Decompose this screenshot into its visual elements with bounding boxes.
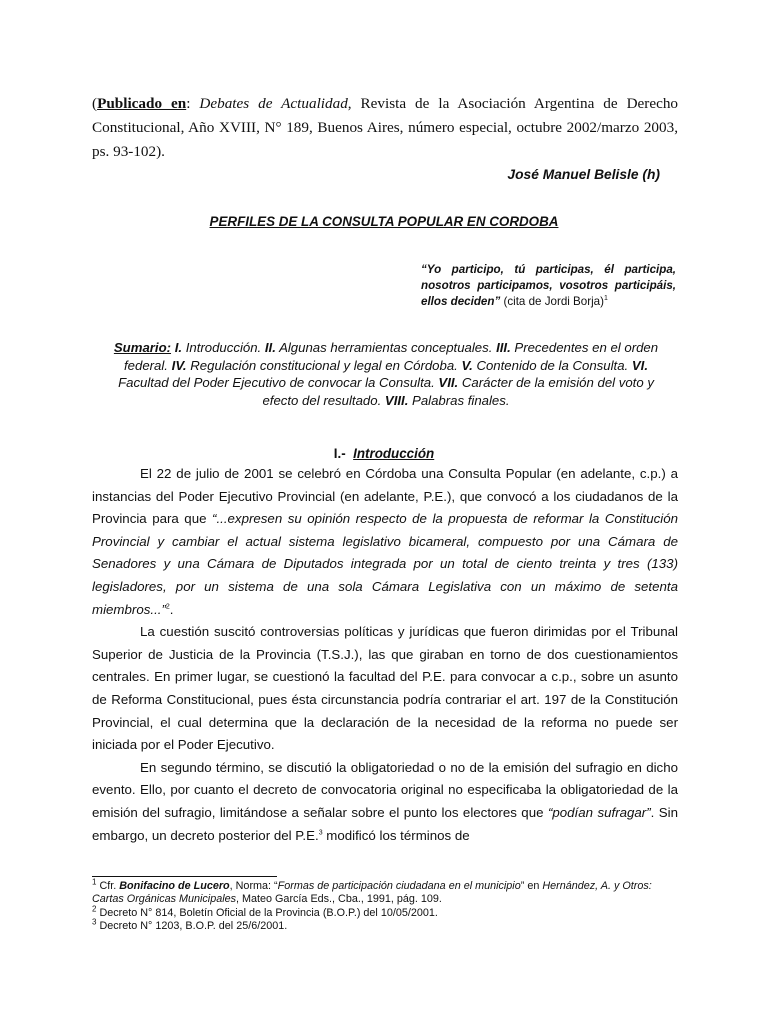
footnote-1: $^1$ Cfr. Bonifacino de Lucero, Norma: “Formas de participación ciudadana en el municipio” en Hernández, A. y Otros: Cartas Orgánicas Municipales, Mateo García Eds., Cba., 1991, pág. 109. — [92, 877, 652, 906]
author-name: José Manuel Belisle (h) — [507, 167, 660, 182]
section-title: Introducción — [353, 446, 435, 461]
footnote-3: $^3$ Decreto N° 1203, B.O.P. del 25/6/2001. — [92, 917, 288, 933]
footnote-2: $^2$ Decreto N° 814, Boletín Oficial de la Provincia (B.O.P.) del 10/05/2001. — [92, 904, 438, 919]
footnote-separator — [92, 876, 277, 877]
paragraph-1: El 22 de julio de 2001 se celebró en Córdoba una Consulta Popular (en adelante, c.p.) a instancias del Poder Ejecutivo Provincial (en adelante, P.E.), que convocó a los ciudadanos de la Provincia para que “...expresen su opinión respecto de la propuesta de reformar la Constitución Provincial y cambiar el actual sistema legislativo bicameral, compuesto por una Cámara de Senadores y una Cámara de Diputados integrada por un total de ciento treinta y tres (133) legisladores, por un sistema de una sola Cámara Legislativa con un máximo de setenta miembros...”$^2$. — [92, 466, 679, 617]
footnote-ref-2: 2 — [165, 603, 170, 611]
publication-label: Publicado en — [97, 95, 187, 112]
section-heading — [0, 446, 768, 461]
publication-note: (Publicado en: Debates de Actualidad, Revista de la Asociación Argentina de Derecho Constitucional, Año XVIII, N° 189, Buenos Aires, número especial, octubre 2002/marzo 2003, ps. 93-102). — [92, 95, 679, 160]
decree-quote: “...expresen su opinión respecto de la propuesta de reformar la Constitución Provincial y cambiar el actual sistema legislativo bicameral, compuesto por una Cámara de Senadores y una Cámara de Diputados integrada por un total de ciento treinta y tres (133) legisladores, por un sistema de una sola Cámara Legislativa con un máximo de setenta miembros...” — [92, 511, 679, 617]
footnote-ref-1: 1 — [604, 295, 608, 303]
summary: Sumario: I. Introducción. II. Algunas herramientas conceptuales. III. Precedentes en el orden federal. IV. Regulación constitucional y legal en Córdoba. V. Contenido de la Consulta. VI. Facultad del Poder Ejecutivo de convocar la Consulta. VII. Carácter de la emisión del voto y efecto del resultado. VIII. Palabras finales. — [113, 340, 659, 408]
epigraph-citation: (cita de Jordi Borja) — [500, 295, 604, 308]
paragraph-2: La cuestión suscitó controversias políticas y jurídicas que fueron dirimidas por el Tribunal Superior de Justicia de la Provincia (T.S.J.), las que giraban en torno de dos cuestionamientos centrales. En primer lugar, se cuestionó la facultad del P.E. para convocar a c.p., sobre un asunto de Reforma Constitucional, pues ésta circunstancia podría contrariar el art. 197 de la Constitución Provincial, el cual determina que la declaración de la necesidad de la reforma no puede ser iniciada por el Poder Ejecutivo. — [92, 624, 678, 753]
footnote-ref-3: 3 — [318, 829, 323, 837]
epigraph — [421, 262, 676, 310]
body-text — [92, 463, 678, 847]
document-title: PERFILES DE LA CONSULTA POPULAR EN CORDOBA — [209, 214, 559, 229]
summary-label: Sumario: — [113, 340, 172, 355]
journal-name: Debates de Actualidad — [199, 95, 348, 112]
footnotes — [92, 877, 682, 934]
section-number: I.- — [333, 446, 346, 461]
paragraph-3: En segundo término, se discutió la obligatoriedad o no de la emisión del sufragio en dicho evento. Ello, por cuanto el decreto de convocatoria original no especificaba la obligatoriedad de la emisión del sufragio, limitándose a señalar sobre el punto los electores que “podían sufragar”. Sin embargo, un decreto posterior del P.E.$^3$ modificó los términos de — [92, 759, 679, 843]
publication-details: , Revista de la Asociación Argentina de Derecho Constitucional, Año XVIII, N° 189, Buenos Aires, número especial, octubre 2002/marzo 2003, ps. 93-102). — [92, 95, 679, 160]
epigraph-quote: “Yo participo, tú participas, él participa, nosotros participamos, vosotros participáis, ellos deciden” — [421, 263, 676, 308]
